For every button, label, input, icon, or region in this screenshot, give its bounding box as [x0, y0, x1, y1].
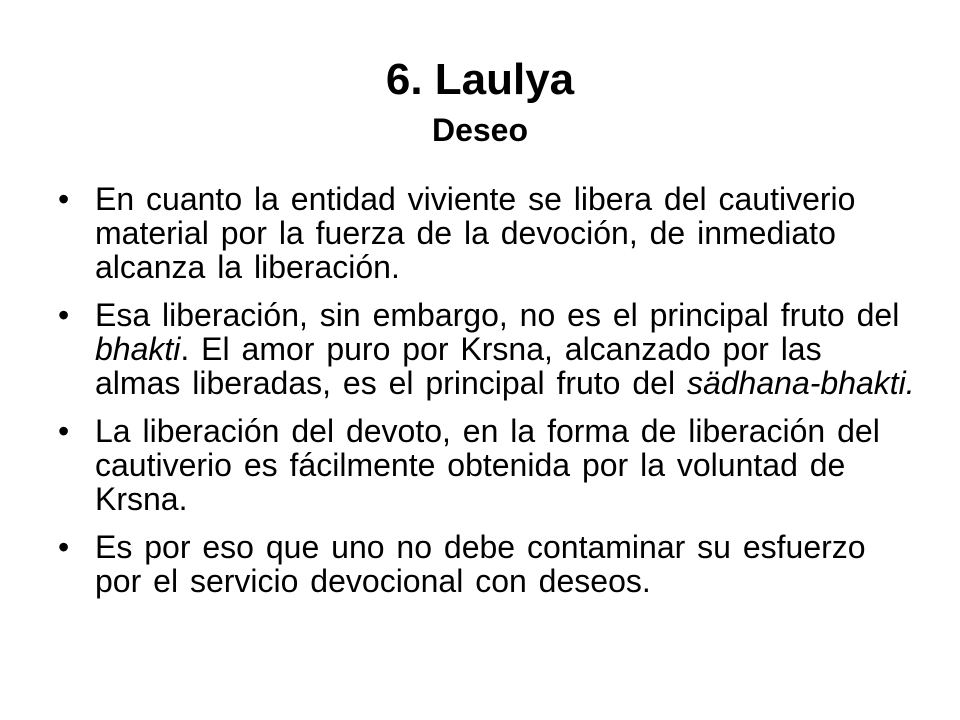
slide-title: 6. Laulya	[385, 55, 575, 104]
bullet-item-1	[58, 182, 918, 284]
bullet-marker: •	[58, 529, 70, 565]
bullet-text: Es por eso que uno no debe contaminar su esfuerzo por el servicio devocional con deseos.	[95, 529, 866, 599]
bullet-list	[58, 182, 918, 612]
bullet-item-3	[58, 414, 918, 516]
bullet-marker: •	[58, 297, 70, 333]
bullet-text-part: . El amor puro por Krsna, alcanzado por las almas liberadas, es el principal fruto del	[95, 331, 822, 401]
bullet-item-4	[58, 530, 918, 598]
bullet-text-part: Esa liberación, sin embargo, no es el principal fruto del	[95, 297, 900, 333]
bullet-item-2	[58, 298, 918, 400]
bullet-marker: •	[58, 181, 70, 217]
bullet-text: En cuanto la entidad viviente se libera del cautiverio material por la fuerza de la devoción, de inmediato alcanza la liberación.	[95, 181, 856, 285]
bullet-italic-term: bhakti	[95, 331, 181, 367]
slide-subtitle: Deseo	[431, 112, 529, 148]
bullet-text: La liberación del devoto, en la forma de liberación del cautiverio es fácilmente obtenida por la voluntad de Krsna.	[95, 413, 880, 517]
bullet-italic-term: sädhana-bhakti.	[686, 365, 915, 401]
bullet-marker: •	[58, 413, 70, 449]
